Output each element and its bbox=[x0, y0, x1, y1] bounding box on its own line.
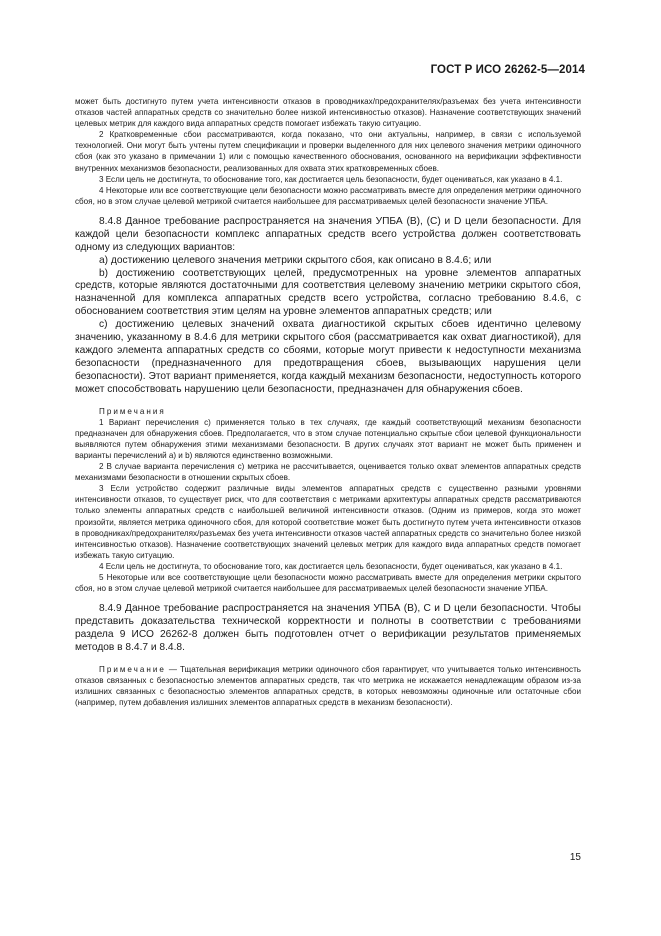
note-item-1: 1 Вариант перечисления с) применяется только в тех случаях, где каждый соответствующий механизм безопасности предназначен для обнаружения сбоев. Предполагается, что в этом случае потенциально скрытые сбои целевой функциональности выявляются путем обнаружения этими механизмами безопасности. В других случаях этот вариант не может быть применен и варианты перечислений а) и b) являются единственно возможными. bbox=[75, 417, 581, 460]
option-a: a) достижению целевого значения метрики скрытого сбоя, как описано в 8.4.6; или bbox=[99, 254, 492, 266]
note-item-3: 3 Если устройство содержит различные виды элементов аппаратных средств с существенно разными уровнями интенсивности отказов, то существует риск, что для соответствия с метриками архитектуры аппаратных средств рассматриваются только элементы аппаратных средств с наибольшей величиной интенсивности отказов. (Одним из примеров, когда это может произойти, является метрика одиночного сбоя, для которой соответствие может быть достигнуто путем учета интенсивности отказов в проводниках/предохранителях/разъемах без учета интенсивности отказов частей аппаратных средств со значительно более низкой интенсивностью отказов). Назначение соответствующих значений целевых метрик для каждого вида аппаратных средств помогает избежать такую ситуацию. bbox=[75, 484, 582, 560]
note-item-5: 5 Некоторые или все соответствующие цели безопасности можно рассматривать вместе для определения метрики скрытого сбоя, но в этом случае целевой метрикой считается наибольшее для рассматриваемых целей безопасности значение УПБА. bbox=[75, 573, 581, 594]
top-notes bbox=[75, 96, 581, 207]
standard-header: ГОСТ Р ИСО 26262-5—2014 bbox=[430, 64, 585, 76]
option-c: c) достижению целевых значений охвата диагностикой скрытых сбоев идентично целевому значению, указанному в 8.4.6 для метрики скрытого сбоя (рассматривается как охват диагностикой), для каждого элемента аппаратных средств со сбоями, которые могут привести к недоступности механизма безопасности (предназначенного для предотвращения сбоев, вызывающих нарушения цели безопасности). Этот вариант применяется, когда каждый механизм безопасности, недоступность которого может способствовать нарушению цели безопасности, предназначен для обнаружения сбоев. bbox=[75, 319, 581, 395]
page-content bbox=[75, 96, 581, 708]
note-item-2: 2 В случае варианта перечисления с) метрика не рассчитывается, оценивается только охват элементов аппаратных средств механизмами безопасности в отношении скрытых сбоев. bbox=[75, 462, 581, 483]
final-note-text: — Тщательная верификация метрики одиночного сбоя гарантирует, что учитывается только интенсивность отказов связанных с безопасностью элементов аппаратных средств, так что метрика не искажается ненадлежащим образом из-за излишних связанных с безопасностью элементов аппаратных средств, в которых невозможны одиночные или остаточные сбои (например, путем добавления излишних элементов аппаратных средств в механизм безопасности). bbox=[75, 664, 582, 708]
note-3: 3 Если цель не достигнута, то обоснование того, как достигается цель безопасности, будет оцениваться, как указано в 4.1. bbox=[99, 174, 563, 184]
final-note-label: Примечание bbox=[99, 664, 166, 674]
section-8-4-8 bbox=[75, 216, 581, 397]
option-b: b) достижению соответствующих целей, предусмотренных на уровне элементов аппаратных средств, которые являются достаточными для соответствия целевому значению метрики скрытого сбоя, назначенной для комплекса аппаратных средств всего устройства, согласно требованию 8.4.6, с обоснованием соответствия этим целям на уровне элементов аппаратных средств; или bbox=[75, 267, 581, 318]
notes-8-4-8 bbox=[75, 406, 581, 595]
section-8-4-9 bbox=[75, 603, 581, 655]
notes-heading: Примечания bbox=[99, 406, 166, 416]
note-2: 2 Кратковременные сбои рассматриваются, когда показано, что они актуальны, например, в связи с используемой технологией. Они могут быть учтены путем спецификации и проверки выделенного для них целевого значения метрики одиночного сбоя (как это указано в примечании 1) или с помощью качественного обоснования, основанного на верификации эффективности внутренних механизмов безопасности, реализованных для охвата этих кратковременных сбоев. bbox=[75, 130, 581, 173]
note-4: 4 Некоторые или все соответствующие цели безопасности можно рассматривать вместе для определения метрики одиночного сбоя, но в этом случае целевой метрикой считается наибольшее для рассматриваемых целей безопасности значение УПБА. bbox=[75, 185, 581, 206]
final-note bbox=[75, 664, 581, 708]
note-continuation: может быть достигнуто путем учета интенсивности отказов в проводниках/предохранителях/разъемах без учета интенсивности отказов частей аппаратных средств со значительно более низкой интенсивностью отказов). Назначение соответствующих значений целевых метрик для каждого вида аппаратных средств помогает избежать такую ситуацию. bbox=[75, 97, 581, 129]
final-note-paragraph bbox=[75, 664, 581, 708]
page-number: 15 bbox=[569, 852, 581, 863]
section-8-4-9-text: 8.4.9 Данное требование распространяется на значения УПБА (В), С и D цели безопасности. Чтобы представить доказательства технической корректности и полноты в соответствии с требованиями раздела 9 ИСО 26262-8 должен быть подготовлен отчет о верификации результатов применяемых методов в 8.4.7 и 8.4.8. bbox=[75, 603, 581, 653]
note-item-4: 4 Если цель не достигнута, то обоснование того, как достигается цель безопасности, будет оцениваться, как указано в 4.1. bbox=[99, 561, 563, 571]
section-8-4-8-intro: 8.4.8 Данное требование распространяется на значения УПБА (В), (С) и D цели безопасности. Для каждой цели безопасности комплекс аппаратных средств всего устройства должен соответствовать одному из следующих вариантов: bbox=[75, 215, 581, 253]
